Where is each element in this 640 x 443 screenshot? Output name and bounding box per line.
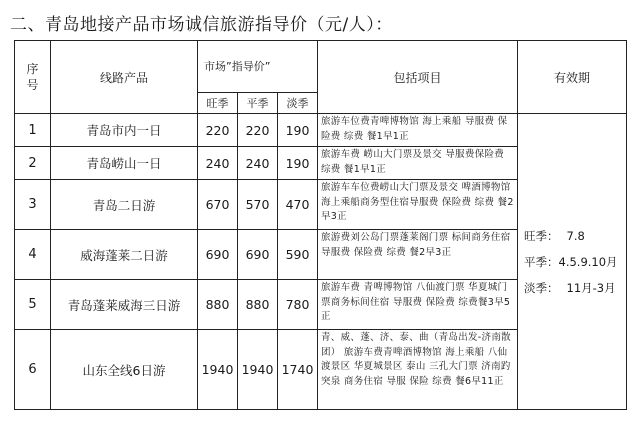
cell-route: 青岛二日游: [51, 180, 198, 230]
cell-off: 780: [278, 280, 318, 330]
cell-route: 青岛市内一日: [51, 114, 198, 147]
cell-seq: 5: [15, 280, 51, 330]
header-seq-label: 序号: [26, 62, 39, 92]
cell-normal: 220: [238, 114, 278, 147]
header-route: 线路产品: [51, 41, 198, 114]
validity-peak-value: 7.8: [566, 228, 585, 243]
price-table: [14, 40, 627, 410]
cell-normal: 690: [238, 230, 278, 280]
header-price-group: 市场”指导价”: [198, 41, 318, 93]
validity-normal-label: 平季：: [524, 254, 559, 269]
cell-route: 山东全线6日游: [51, 330, 198, 410]
cell-peak: 690: [198, 230, 238, 280]
cell-peak: 1940: [198, 330, 238, 410]
validity-normal-value: 4.5.9.10月: [558, 254, 618, 269]
cell-includes: 青、威、蓬、济、泰、曲（青岛出发-济南散团） 旅游车费青啤酒博物馆 海上乘船 八仙渡景区 华夏城景区 泰山 三孔大门票 济南趵突泉 商务住宿 导服 保险 综费 餐6早11正: [318, 330, 518, 410]
cell-normal: 240: [238, 147, 278, 180]
cell-peak: 880: [198, 280, 238, 330]
cell-route: 威海蓬莱二日游: [51, 230, 198, 280]
cell-seq: 6: [15, 330, 51, 410]
cell-includes: 旅游车位费青啤博物馆 海上乘船 导服费 保险费 综费 餐1早1正: [318, 114, 518, 147]
cell-off: 190: [278, 147, 318, 180]
cell-seq: 4: [15, 230, 51, 280]
cell-off: 190: [278, 114, 318, 147]
cell-normal: 570: [238, 180, 278, 230]
validity-normal: [524, 249, 626, 275]
page-title: 二、青岛地接产品市场诚信旅游指导价（元/人）：: [10, 15, 393, 35]
header-normal: 平季: [238, 93, 278, 114]
cell-seq: 2: [15, 147, 51, 180]
header-includes: 包括项目: [318, 41, 518, 114]
cell-seq: 3: [15, 180, 51, 230]
cell-normal: 1940: [238, 330, 278, 410]
header-off: 淡季: [278, 93, 318, 114]
cell-includes: 旅游车车位费崂山大门票及景交 啤酒博物馆 海上乘船商务型住宿导服费 保险费 综费 餐2早3正: [318, 180, 518, 230]
table-row: [15, 114, 627, 147]
header-valid: 有效期: [518, 41, 627, 114]
cell-peak: 220: [198, 114, 238, 147]
validity-off: [524, 275, 626, 301]
cell-route: 青岛崂山一日: [51, 147, 198, 180]
cell-normal: 880: [238, 280, 278, 330]
cell-off: 470: [278, 180, 318, 230]
cell-off: 590: [278, 230, 318, 280]
cell-includes: 旅游车费 崂山大门票及景交 导服费保险费 综费 餐1早1正: [318, 147, 518, 180]
header-peak: 旺季: [198, 93, 238, 114]
validity-off-label: 淡季：: [524, 280, 559, 295]
header-seq: [15, 41, 51, 114]
cell-peak: 670: [198, 180, 238, 230]
cell-peak: 240: [198, 147, 238, 180]
cell-includes: 旅游费刘公岛门票蓬莱阁门票 标间商务住宿 导服费 保险费 综费 餐2早3正: [318, 230, 518, 280]
cell-validity: [518, 114, 627, 410]
cell-route: 青岛蓬莱威海三日游: [51, 280, 198, 330]
validity-off-value: 11月-3月: [566, 280, 616, 295]
cell-off: 1740: [278, 330, 318, 410]
cell-seq: 1: [15, 114, 51, 147]
validity-peak: [524, 223, 626, 249]
cell-includes: 旅游车费 青啤博物馆 八仙渡门票 华夏城门票商务标间住宿 导服费 保险费 综费餐3早5正: [318, 280, 518, 330]
validity-peak-label: 旺季：: [524, 228, 559, 243]
